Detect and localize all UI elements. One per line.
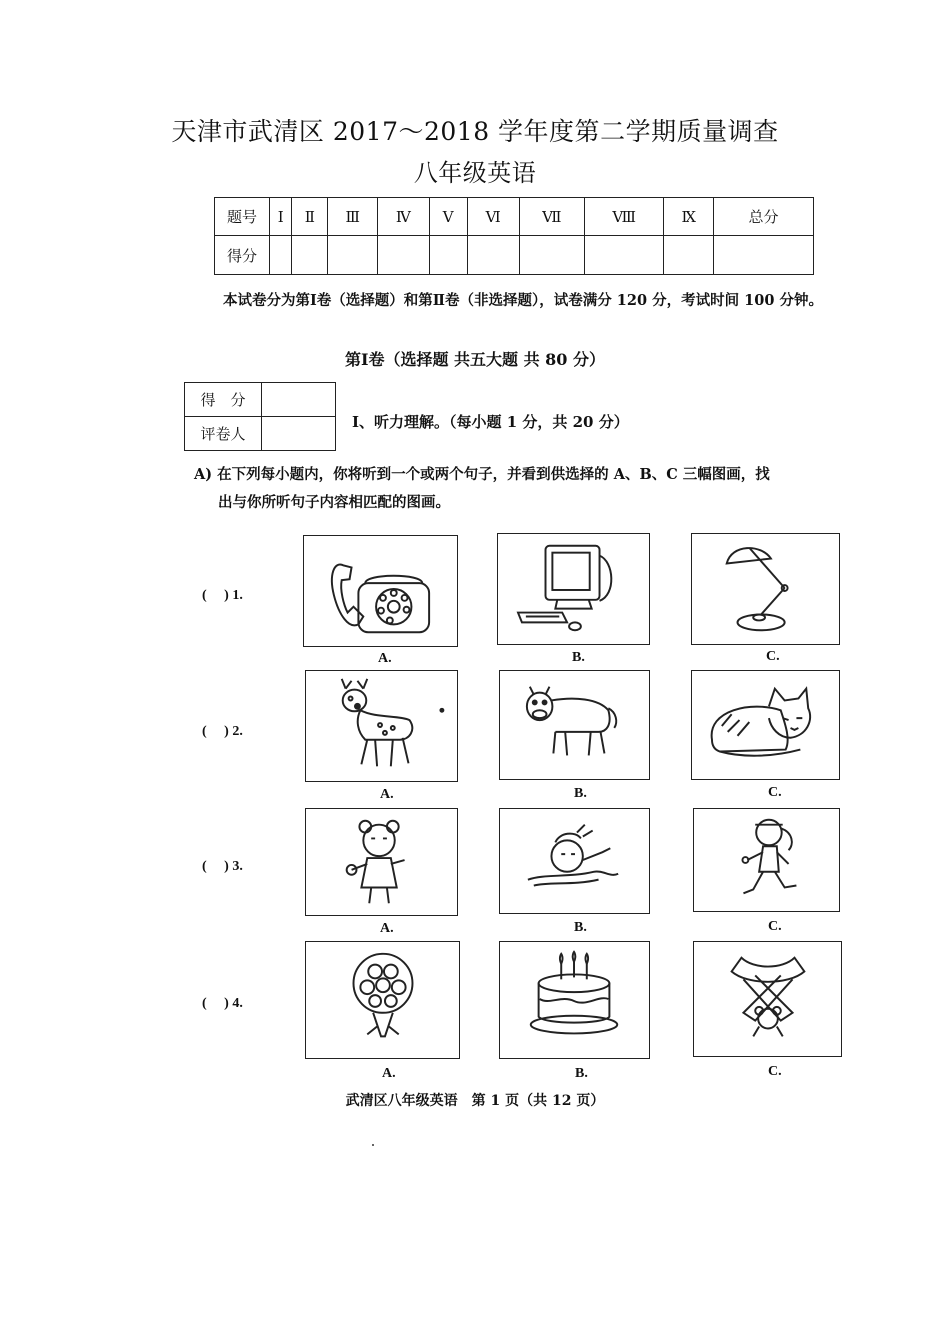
score-cell xyxy=(378,236,429,275)
option-3c: C. xyxy=(768,919,782,934)
deer-icon[interactable] xyxy=(305,670,458,782)
score-table-col: Ⅶ xyxy=(519,198,585,236)
option-4c: C. xyxy=(768,1064,782,1079)
computer-icon[interactable] xyxy=(497,533,650,645)
girl-running-icon[interactable] xyxy=(693,808,840,912)
scarf-icon[interactable] xyxy=(693,941,842,1057)
score-cell xyxy=(270,236,292,275)
birthday-cake-icon[interactable] xyxy=(499,941,650,1059)
question-4-label[interactable]: ( ) 4. xyxy=(202,996,243,1011)
flowers-icon[interactable] xyxy=(305,941,460,1059)
exam-subtitle: 八年级英语 xyxy=(413,159,537,187)
instruction-line1: A) 在下列每小题内，你将听到一个或两个句子，并看到供选择的 A、B、C 三幅图画，找 xyxy=(194,466,770,483)
score-cell xyxy=(429,236,467,275)
option-2a: A. xyxy=(380,787,394,802)
option-4b: B. xyxy=(575,1066,588,1081)
telephone-icon[interactable] xyxy=(303,535,458,647)
girl-swimming-icon[interactable] xyxy=(499,808,650,914)
grader-score-cell xyxy=(262,383,336,417)
part1-title: 第Ⅰ卷（选择题 共五大题 共 80 分） xyxy=(344,350,606,369)
score-table-col: Ⅲ xyxy=(328,198,378,236)
option-3b: B. xyxy=(574,920,587,935)
score-cell xyxy=(292,236,328,275)
score-table-row-label: 题号 xyxy=(215,198,270,236)
score-table-col: Ⅸ xyxy=(664,198,714,236)
score-table xyxy=(214,197,814,275)
score-cell xyxy=(664,236,714,275)
scan-speck xyxy=(372,1144,374,1146)
question-1-label[interactable]: ( ) 1. xyxy=(202,588,243,603)
grader-name-cell xyxy=(262,417,336,451)
grader-name-label: 评卷人 xyxy=(185,417,262,451)
instruction-line2: 出与你所听句子内容相匹配的图画。 xyxy=(218,494,450,511)
option-4a: A. xyxy=(382,1066,396,1081)
option-1b: B. xyxy=(572,650,585,665)
girl-eating-icon[interactable] xyxy=(305,808,458,916)
score-table-col: Ⅵ xyxy=(467,198,519,236)
grader-table xyxy=(184,382,336,451)
score-cell xyxy=(467,236,519,275)
score-table-col: Ⅳ xyxy=(378,198,429,236)
option-1c: C. xyxy=(766,649,780,664)
score-table-col: Ⅴ xyxy=(429,198,467,236)
score-table-col: Ⅰ xyxy=(270,198,292,236)
score-table-col: Ⅱ xyxy=(292,198,328,236)
score-cell xyxy=(519,236,585,275)
grader-score-label: 得 分 xyxy=(185,383,262,417)
score-table-row-label: 得分 xyxy=(215,236,270,275)
score-cell xyxy=(585,236,664,275)
option-2b: B. xyxy=(574,786,587,801)
cat-icon[interactable] xyxy=(691,670,840,780)
section1-title: Ⅰ、听力理解。（每小题 1 分，共 20 分） xyxy=(352,413,629,431)
score-cell xyxy=(328,236,378,275)
instruction xyxy=(194,461,854,517)
cow-icon[interactable] xyxy=(499,670,650,780)
desk-lamp-icon[interactable] xyxy=(691,533,840,645)
question-2-label[interactable]: ( ) 2. xyxy=(202,724,243,739)
exam-note: 本试卷分为第Ⅰ卷（选择题）和第Ⅱ卷（非选择题），试卷满分 120 分，考试时间 100 分钟。 xyxy=(223,292,823,309)
option-2c: C. xyxy=(768,785,782,800)
page-footer: 武清区八年级英语 第 1 页（共 12 页） xyxy=(345,1093,605,1109)
exam-title: 天津市武清区 2017～2018 学年度第二学期质量调查 xyxy=(171,117,779,146)
score-table-col: 总分 xyxy=(714,198,814,236)
option-3a: A. xyxy=(380,921,394,936)
score-table-col: Ⅷ xyxy=(585,198,664,236)
option-1a: A. xyxy=(378,651,392,666)
score-cell xyxy=(714,236,814,275)
question-3-label[interactable]: ( ) 3. xyxy=(202,859,243,874)
